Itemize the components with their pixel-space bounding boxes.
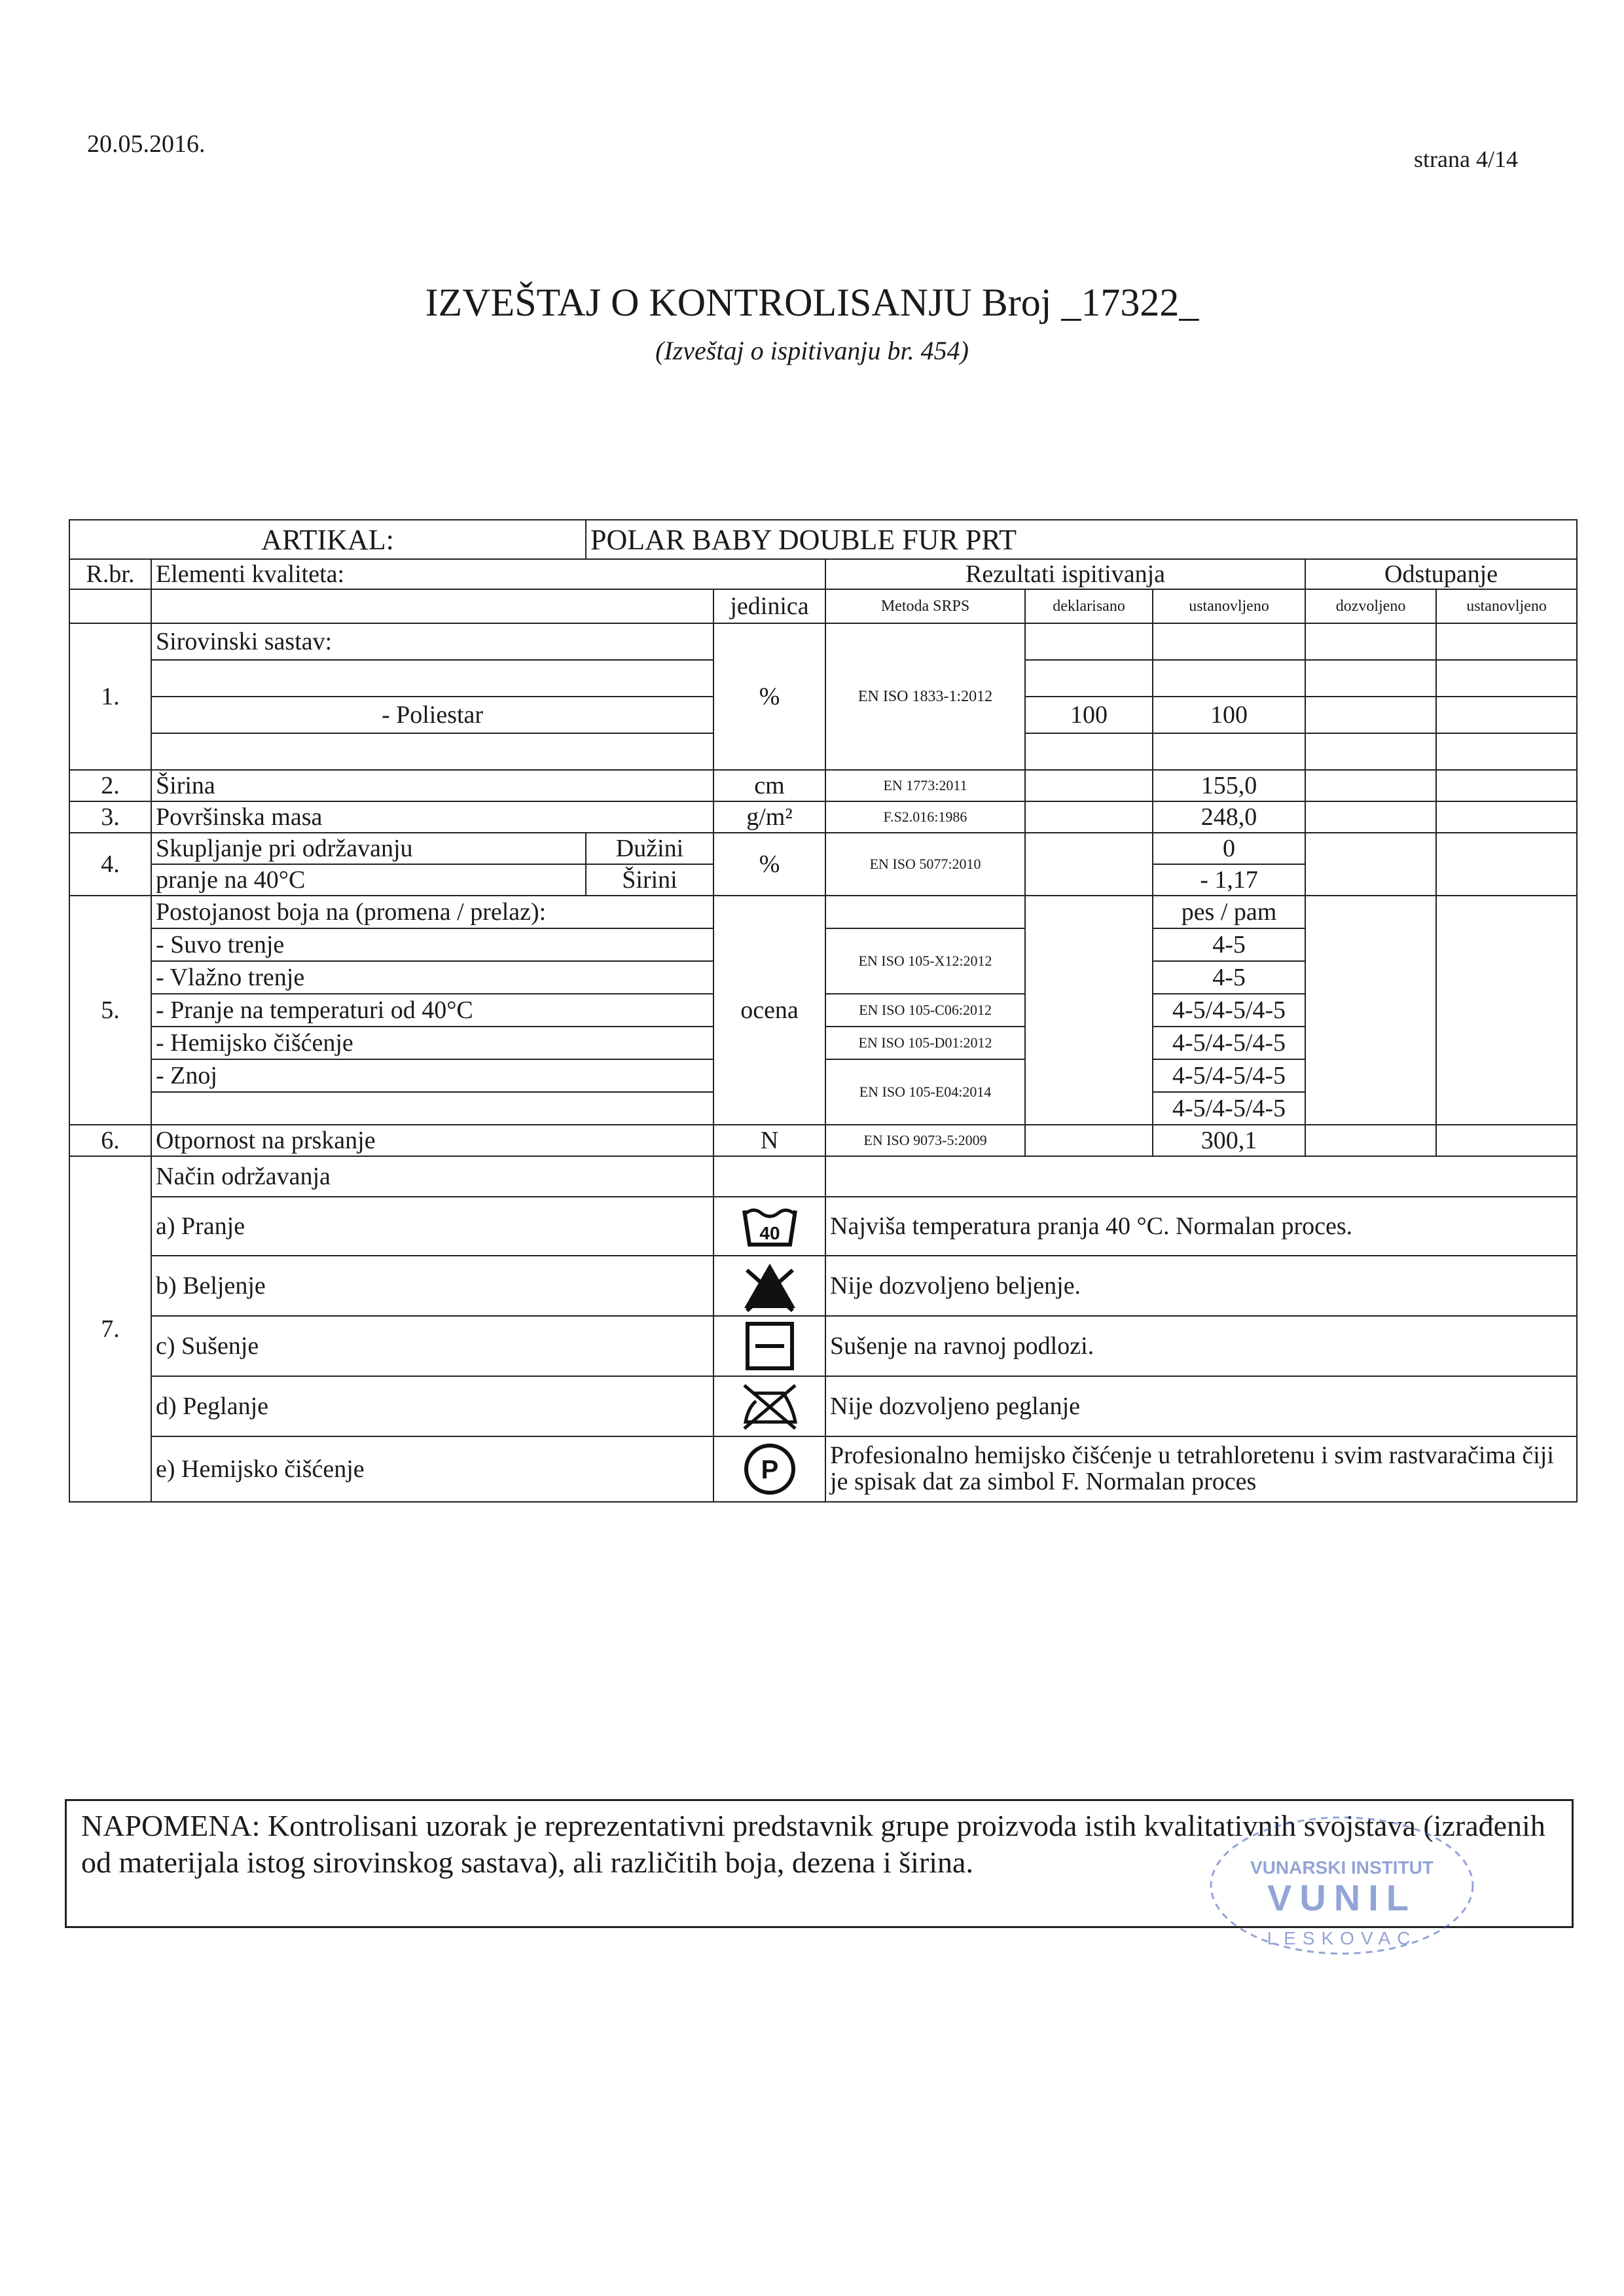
row-5-method-d01: EN ISO 105-D01:2012 <box>825 1027 1025 1059</box>
col-deviation: Odstupanje <box>1305 559 1577 589</box>
row-5-value-wash: 4-5/4-5/4-5 <box>1153 994 1305 1027</box>
row-1-unit: % <box>713 623 825 770</box>
row-3-num: 3. <box>69 801 151 833</box>
report-subtitle: (Izveštaj o ispitivanju br. 454) <box>655 336 969 365</box>
row-2-method: EN 1773:2011 <box>825 770 1025 801</box>
row-5-value-sweat-2: 4-5/4-5/4-5 <box>1153 1092 1305 1125</box>
row-5-method-x12: EN ISO 105-X12:2012 <box>825 928 1025 994</box>
svg-text:VUNARSKI INSTITUT: VUNARSKI INSTITUT <box>1250 1857 1434 1878</box>
row-2-name: Širina <box>151 770 713 801</box>
col-established: ustanovljeno <box>1153 589 1305 623</box>
row-5-item-dry: - Suvo trenje <box>151 928 713 961</box>
row-5-unit: ocena <box>713 896 825 1125</box>
row-6-unit: N <box>713 1125 825 1156</box>
report-title: IZVEŠTAJ O KONTROLISANJU Broj _17322_ <box>425 281 1199 324</box>
wash-40-icon <box>713 1197 825 1256</box>
row-5-num: 5. <box>69 896 151 1125</box>
row-2-established: 155,0 <box>1153 770 1305 801</box>
row-5-item-dryclean: - Hemijsko čišćenje <box>151 1027 713 1059</box>
row-4-unit: % <box>713 833 825 896</box>
col-rbr: R.br. <box>69 559 151 589</box>
institute-stamp <box>1198 1807 1486 1964</box>
row-6-name: Otpornost na prskanje <box>151 1125 713 1156</box>
page-number: strana 4/14 <box>1414 146 1518 172</box>
row-2-unit: cm <box>713 770 825 801</box>
col-elements: Elementi kvaliteta: <box>151 559 825 589</box>
col-allowed: dozvoljeno <box>1305 589 1436 623</box>
row-5-value-sweat-1: 4-5/4-5/4-5 <box>1153 1059 1305 1092</box>
row-4-line1: Skupljanje pri održavanju <box>151 833 586 864</box>
care-desc-wash: Najviša temperatura pranja 40 °C. Normalan proces. <box>825 1197 1577 1256</box>
dry-clean-p-icon <box>713 1436 825 1502</box>
row-4-sub1: Dužini <box>586 833 713 864</box>
col-results: Rezultati ispitivanja <box>825 559 1305 589</box>
row-1-method: EN ISO 1833-1:2012 <box>825 623 1025 770</box>
row-7-head: Način održavanja <box>151 1156 713 1197</box>
row-7-num: 7. <box>69 1156 151 1502</box>
row-5-method-c06: EN ISO 105-C06:2012 <box>825 994 1025 1027</box>
article-value: POLAR BABY DOUBLE FUR PRT <box>586 520 1577 559</box>
col-established-2: ustanovljeno <box>1436 589 1577 623</box>
row-1-head: Sirovinski sastav: <box>151 623 713 660</box>
care-item-iron: d) Peglanje <box>151 1376 713 1436</box>
no-iron-icon <box>713 1376 825 1436</box>
care-desc-dry: Sušenje na ravnoj podlozi. <box>825 1316 1577 1376</box>
row-5-value-dryclean: 4-5/4-5/4-5 <box>1153 1027 1305 1059</box>
row-5-item-wet: - Vlažno trenje <box>151 961 713 994</box>
row-5-value-dry: 4-5 <box>1153 928 1305 961</box>
row-1-num: 1. <box>69 623 151 770</box>
quality-table <box>69 519 1578 1503</box>
row-4-line2: pranje na 40°C <box>151 864 586 896</box>
care-desc-iron: Nije dozvoljeno peglanje <box>825 1376 1577 1436</box>
svg-text:40: 40 <box>759 1223 780 1243</box>
care-desc-bleach: Nije dozvoljeno beljenje. <box>825 1256 1577 1316</box>
row-4-val2: - 1,17 <box>1153 864 1305 896</box>
care-item-dry: c) Sušenje <box>151 1316 713 1376</box>
row-4-val1: 0 <box>1153 833 1305 864</box>
col-method: Metoda SRPS <box>825 589 1025 623</box>
row-5-method-e04: EN ISO 105-E04:2014 <box>825 1059 1025 1125</box>
care-item-bleach: b) Beljenje <box>151 1256 713 1316</box>
row-4-num: 4. <box>69 833 151 896</box>
care-desc-dryclean: Profesionalno hemijsko čišćenje u tetrahloretenu i svim rastvaračima čiji je spisak dat za simbol F. Normalan proces <box>825 1436 1577 1502</box>
row-5-head-value: pes / pam <box>1153 896 1305 928</box>
svg-text:VUNIL: VUNIL <box>1267 1877 1416 1918</box>
row-6-established: 300,1 <box>1153 1125 1305 1156</box>
row-3-name: Površinska masa <box>151 801 713 833</box>
care-item-wash: a) Pranje <box>151 1197 713 1256</box>
article-label: ARTIKAL: <box>69 520 586 559</box>
no-bleach-icon <box>713 1256 825 1316</box>
note-text: Kontrolisani uzorak je reprezentativni predstavnik grupe proizvoda istih kvalitativnih svojstava (izrađenih od materijala istog sirovinskog sastava), ali različitih boja, dezena i širina. <box>81 1809 1545 1880</box>
row-6-method: EN ISO 9073-5:2009 <box>825 1125 1025 1156</box>
row-1-established: 100 <box>1153 697 1305 733</box>
row-1-item: - Poliestar <box>151 697 713 733</box>
dry-flat-icon <box>713 1316 825 1376</box>
row-3-unit: g/m² <box>713 801 825 833</box>
row-2-num: 2. <box>69 770 151 801</box>
care-item-dryclean: e) Hemijsko čišćenje <box>151 1436 713 1502</box>
report-date: 20.05.2016. <box>87 130 206 158</box>
col-unit: jedinica <box>713 589 825 623</box>
row-5-item-wash: - Pranje na temperaturi od 40°C <box>151 994 713 1027</box>
note-label: NAPOMENA: <box>81 1809 261 1842</box>
row-4-sub2: Širini <box>586 864 713 896</box>
row-5-head: Postojanost boja na (promena / prelaz): <box>151 896 713 928</box>
row-5-item-sweat: - Znoj <box>151 1059 713 1092</box>
row-1-declared: 100 <box>1025 697 1153 733</box>
row-5-value-wet: 4-5 <box>1153 961 1305 994</box>
svg-text:P: P <box>761 1455 778 1484</box>
row-6-num: 6. <box>69 1125 151 1156</box>
svg-text:LESKOVAC: LESKOVAC <box>1267 1928 1417 1948</box>
row-4-method: EN ISO 5077:2010 <box>825 833 1025 896</box>
row-3-method: F.S2.016:1986 <box>825 801 1025 833</box>
col-declared: deklarisano <box>1025 589 1153 623</box>
row-3-established: 248,0 <box>1153 801 1305 833</box>
